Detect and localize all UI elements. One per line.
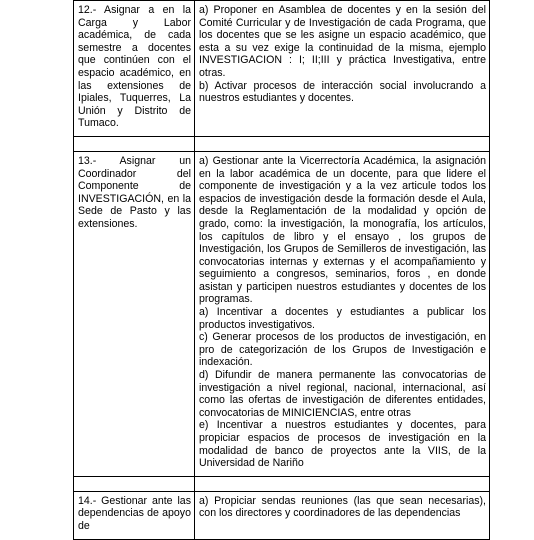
table-row bbox=[74, 491, 490, 539]
spacer-cell bbox=[195, 136, 490, 151]
spacer-cell bbox=[74, 136, 195, 151]
table-spacer-row bbox=[74, 136, 490, 151]
table-row bbox=[74, 151, 490, 476]
row-13-action-c: c) Generar procesos de los productos de investigación, en pro de categorización de los Grupos de Investigación e indexación. bbox=[199, 331, 486, 369]
table-row bbox=[74, 1, 490, 137]
row-12-action-b: b) Activar procesos de interacción social involucrando a nuestros estudiantes y docentes. bbox=[199, 79, 486, 105]
row-14-actions bbox=[195, 491, 490, 539]
row-13-action-a: a) Gestionar ante la Vicerrectoría Académica, la asignación en la labor académica de un docente, para que lidere el componente de investigación y a la vez articule todos los espacios de investigación desde la formación desde el Aula, desde la Reglamentación de la modalidad y opción de grado, como: la investigación, la monografía, los artículos, los capítulos de libro y el ensayo , los grupos de Investigación, los Grupos de Semilleros de investigación, las convocatorias internas y externas y el acompañamiento y seguimiento a congresos, seminarios, foros , en donde asistan y participen nuestros estudiantes y docentes de los programas. bbox=[199, 154, 486, 306]
document-page bbox=[73, 0, 490, 532]
row-13-action-a2: a) Incentivar a docentes y estudiantes a publicar los productos investigativos. bbox=[199, 306, 486, 331]
row-13-action-e: e) Incentivar a nuestros estudiantes y docentes, para propiciar espacios de procesos de investigación en la modalidad de banco de proyectos ante la VIIS, de la Universidad de Nariño bbox=[199, 419, 486, 470]
row-13-actions bbox=[195, 151, 490, 476]
row-14-strategy: 14.- Gestionar ante las dependencias de apoyo de bbox=[74, 491, 195, 539]
spacer-cell bbox=[195, 476, 490, 491]
row-12-strategy: 12.- Asignar a en la Carga y Labor académica, de cada semestre a docentes que continúen con el espacio académico, en las extensiones de Ipiales, Tuquerres, La Unión y Distrito de Tumaco. bbox=[74, 1, 195, 137]
row-13-action-d: d) Difundir de manera permanente las convocatorias de investigación a nivel regional, nacional, internacional, así como las ofertas de investigación de diferentes entidades, convocatorias de MINICIENCIAS, entre otras bbox=[199, 369, 486, 419]
row-14-action-a: a) Propiciar sendas reuniones (las que sean necesarias), con los directores y coordinadores de las dependencias bbox=[199, 494, 486, 520]
spacer-cell bbox=[74, 476, 195, 491]
table-spacer-row bbox=[74, 476, 490, 491]
strategy-table bbox=[73, 0, 490, 540]
row-12-actions bbox=[195, 1, 490, 137]
row-13-strategy: 13.- Asignar un Coordinador del Componente de INVESTIGACIÓN, en la Sede de Pasto y las extensiones. bbox=[74, 151, 195, 476]
row-12-action-a: a) Proponer en Asamblea de docentes y en la sesión del Comité Curricular y de Investigación de cada Programa, que los docentes que se les asigne un espacio académico, que esta a su vez exige la continuidad de la misma, ejemplo INVESTIGACION : I; II;III y práctica Investigativa, entre otras. bbox=[199, 4, 486, 79]
